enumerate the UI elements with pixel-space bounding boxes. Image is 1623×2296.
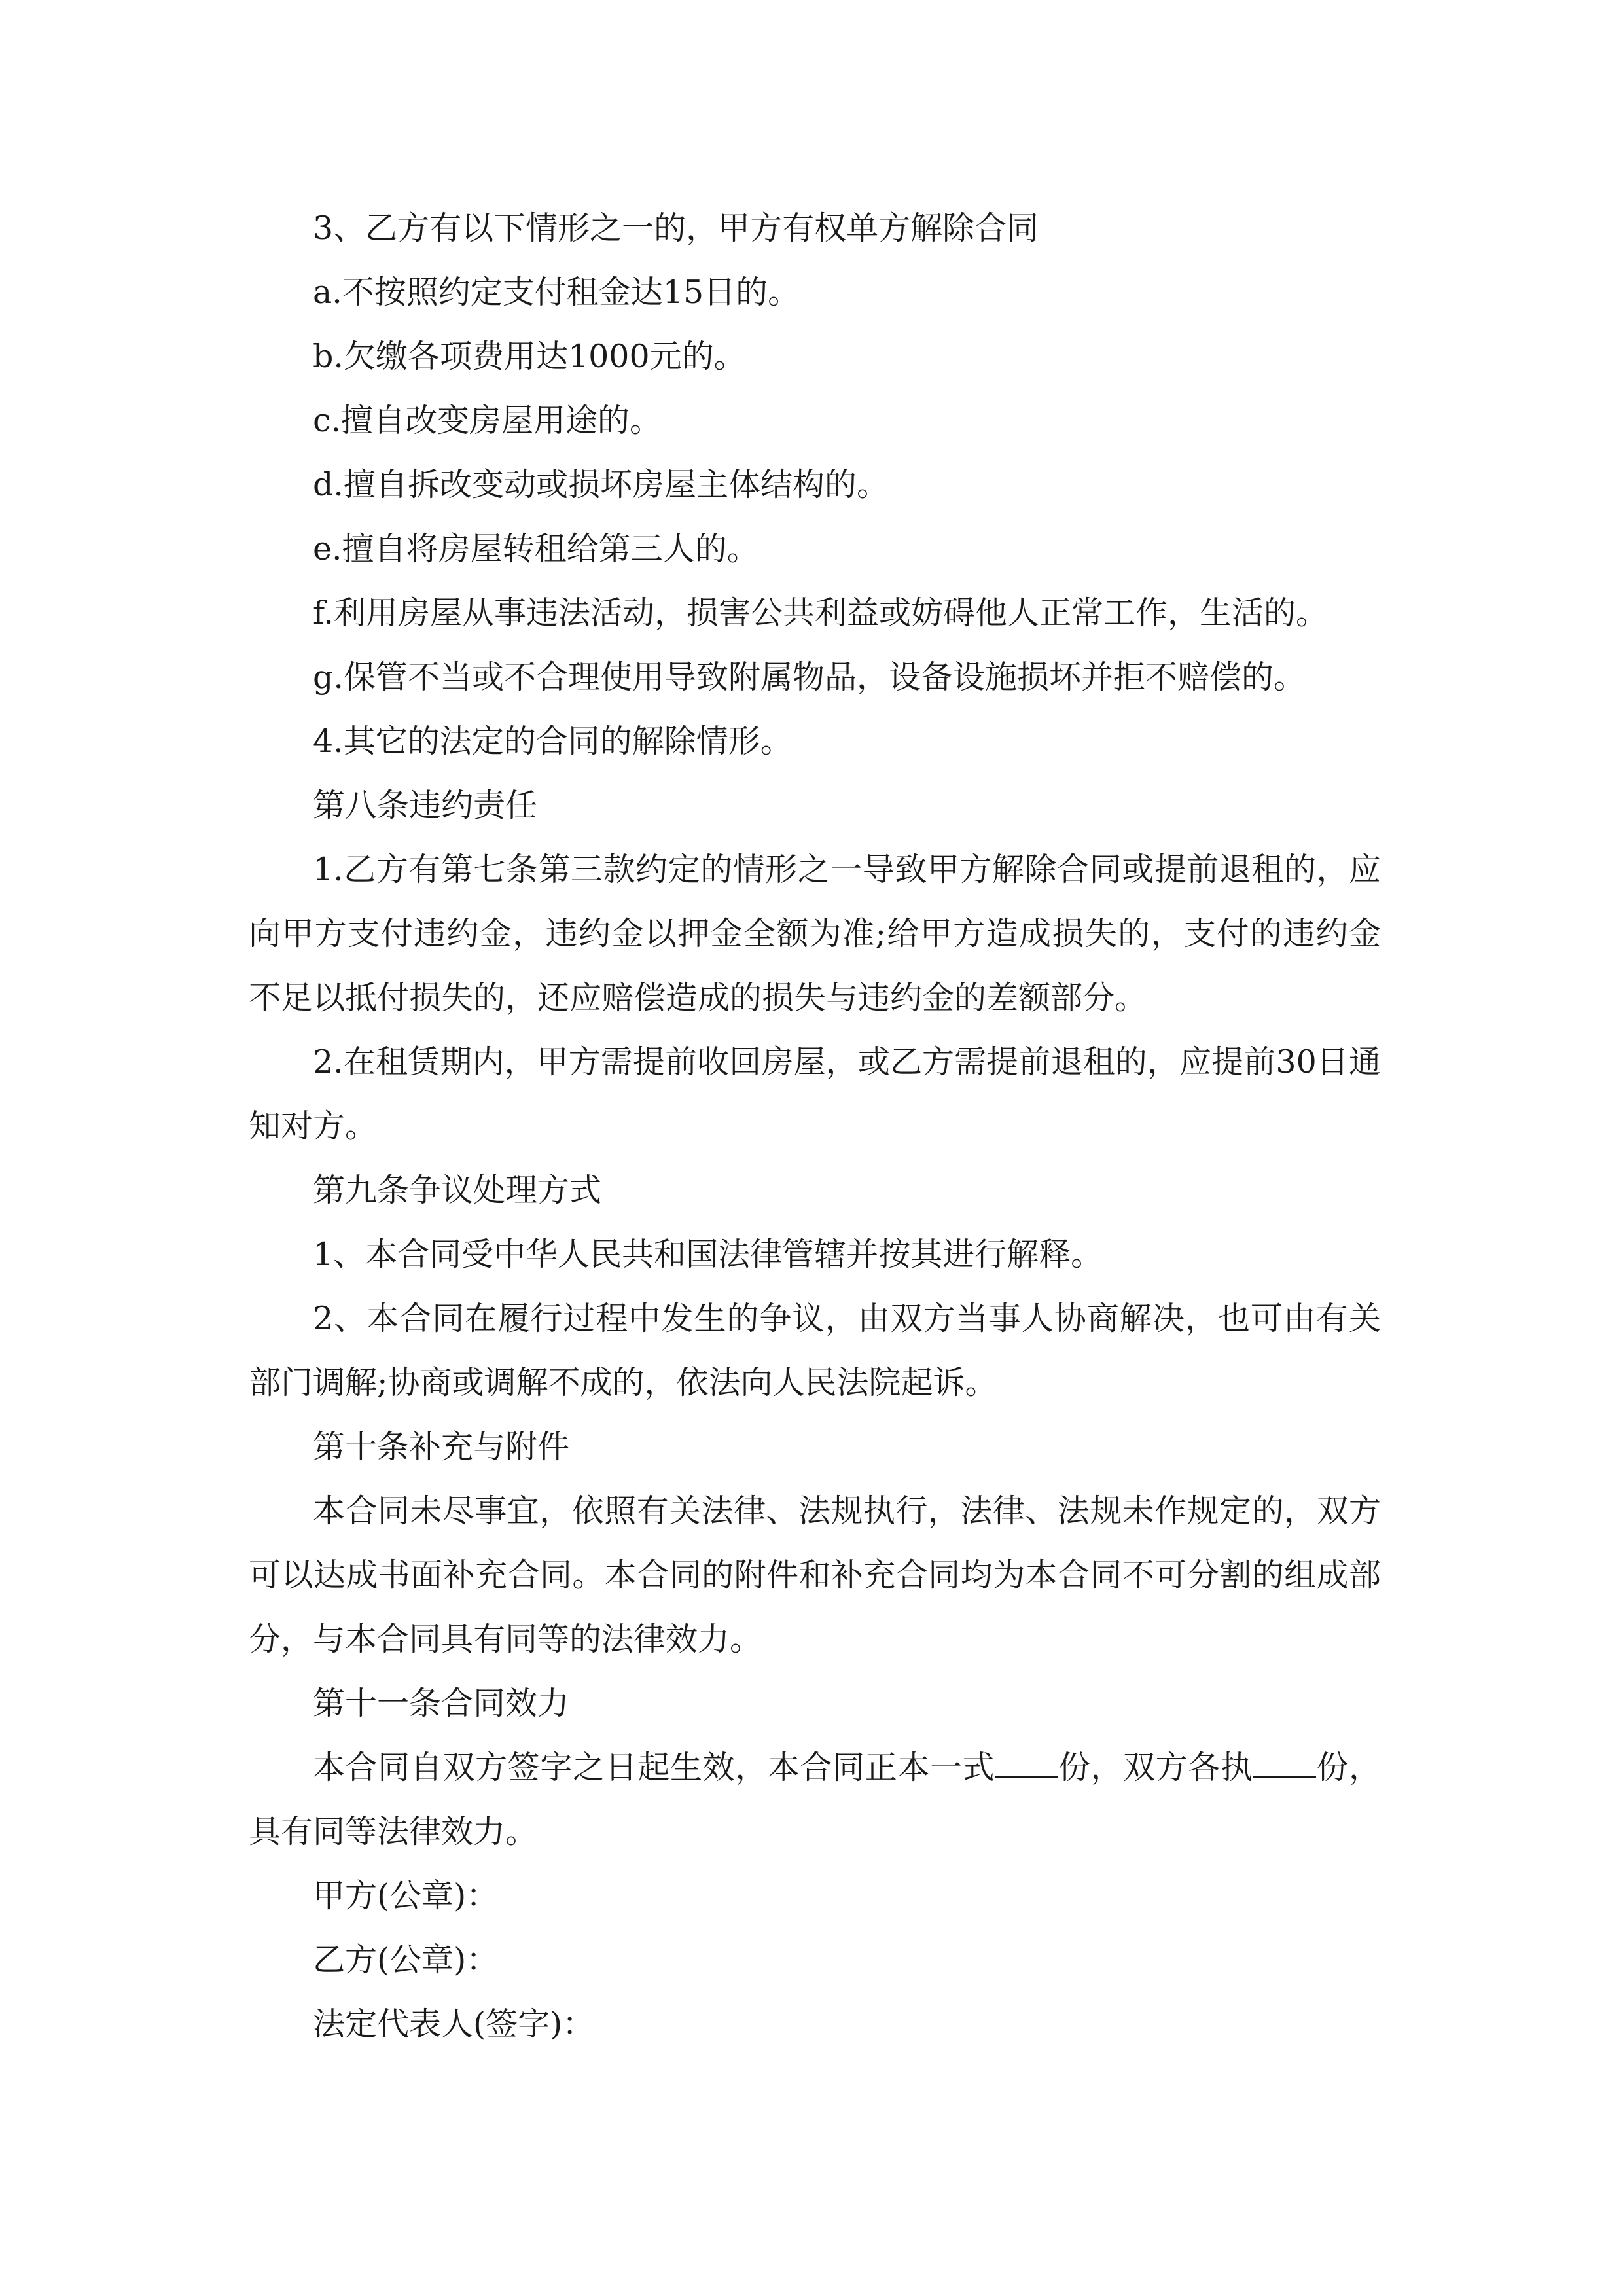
article-10-body: 本合同未尽事宜，依照有关法律、法规执行，法律、法规未作规定的，双方可以达成书面补充合同。本合同的附件和补充合同均为本合同不可分割的组成部分，与本合同具有同等的法律效力。	[249, 1492, 1381, 1658]
clause-3f: f.利用房屋从事违法活动，损害公共利益或妨碍他人正常工作，生活的。	[313, 594, 1328, 632]
article-8-title: 第八条违约责任	[313, 787, 538, 824]
article-11-title: 第十一条合同效力	[313, 1685, 570, 1722]
clause-3e: e.擅自将房屋转租给第三人的。	[313, 530, 759, 567]
clause-3c: c.擅自改变房屋用途的。	[313, 402, 662, 439]
clause-3b: b.欠缴各项费用达1000元的。	[313, 338, 746, 375]
article-9-title: 第九条争议处理方式	[313, 1172, 602, 1209]
article-10-title: 第十条补充与附件	[313, 1428, 570, 1465]
document-body	[249, 196, 1381, 2056]
article-9-item-2: 2、本合同在履行过程中发生的争议，由双方当事人协商解决，也可由有关部门调解;协商或调解不成的，依法向人民法院起诉。	[249, 1300, 1381, 1401]
clause-3g: g.保管不当或不合理使用导致附属物品，设备设施损坏并拒不赔偿的。	[313, 658, 1306, 696]
signature-party-a: 甲方(公章)：	[313, 1877, 499, 1914]
article-11-body	[249, 1736, 1381, 1864]
signature-party-b: 乙方(公章)：	[313, 1941, 499, 1979]
clause-3a: a.不按照约定支付租金达15日的。	[313, 274, 800, 311]
signature-legal-rep: 法定代表人(签字)：	[313, 2005, 595, 2043]
effect-clause-part-3: 份，具有同等法律效力。	[249, 1749, 1381, 1850]
effect-clause-part-2: 份，双方各执	[1058, 1749, 1253, 1786]
clause-3d: d.擅自拆改变动或损坏房屋主体结构的。	[313, 466, 889, 503]
effect-clause-part-1: 本合同自双方签字之日起生效，本合同正本一式	[313, 1749, 995, 1786]
clause-3-heading: 3、乙方有以下情形之一的，甲方有权单方解除合同	[313, 209, 1039, 247]
copies-each-blank	[1253, 1750, 1316, 1778]
article-8-item-1: 1.乙方有第七条第三款约定的情形之一导致甲方解除合同或提前退租的，应向甲方支付违约金，违约金以押金全额为准;给甲方造成损失的，支付的违约金不足以抵付损失的，还应赔偿造成的损失与违约金的差额部分。	[249, 851, 1381, 1016]
article-8-item-2: 2.在租赁期内，甲方需提前收回房屋，或乙方需提前退租的，应提前30日通知对方。	[249, 1043, 1381, 1145]
clause-4: 4.其它的法定的合同的解除情形。	[313, 723, 793, 760]
copies-total-blank	[995, 1750, 1058, 1778]
article-9-item-1: 1、本合同受中华人民共和国法律管辖并按其进行解释。	[313, 1236, 1103, 1273]
